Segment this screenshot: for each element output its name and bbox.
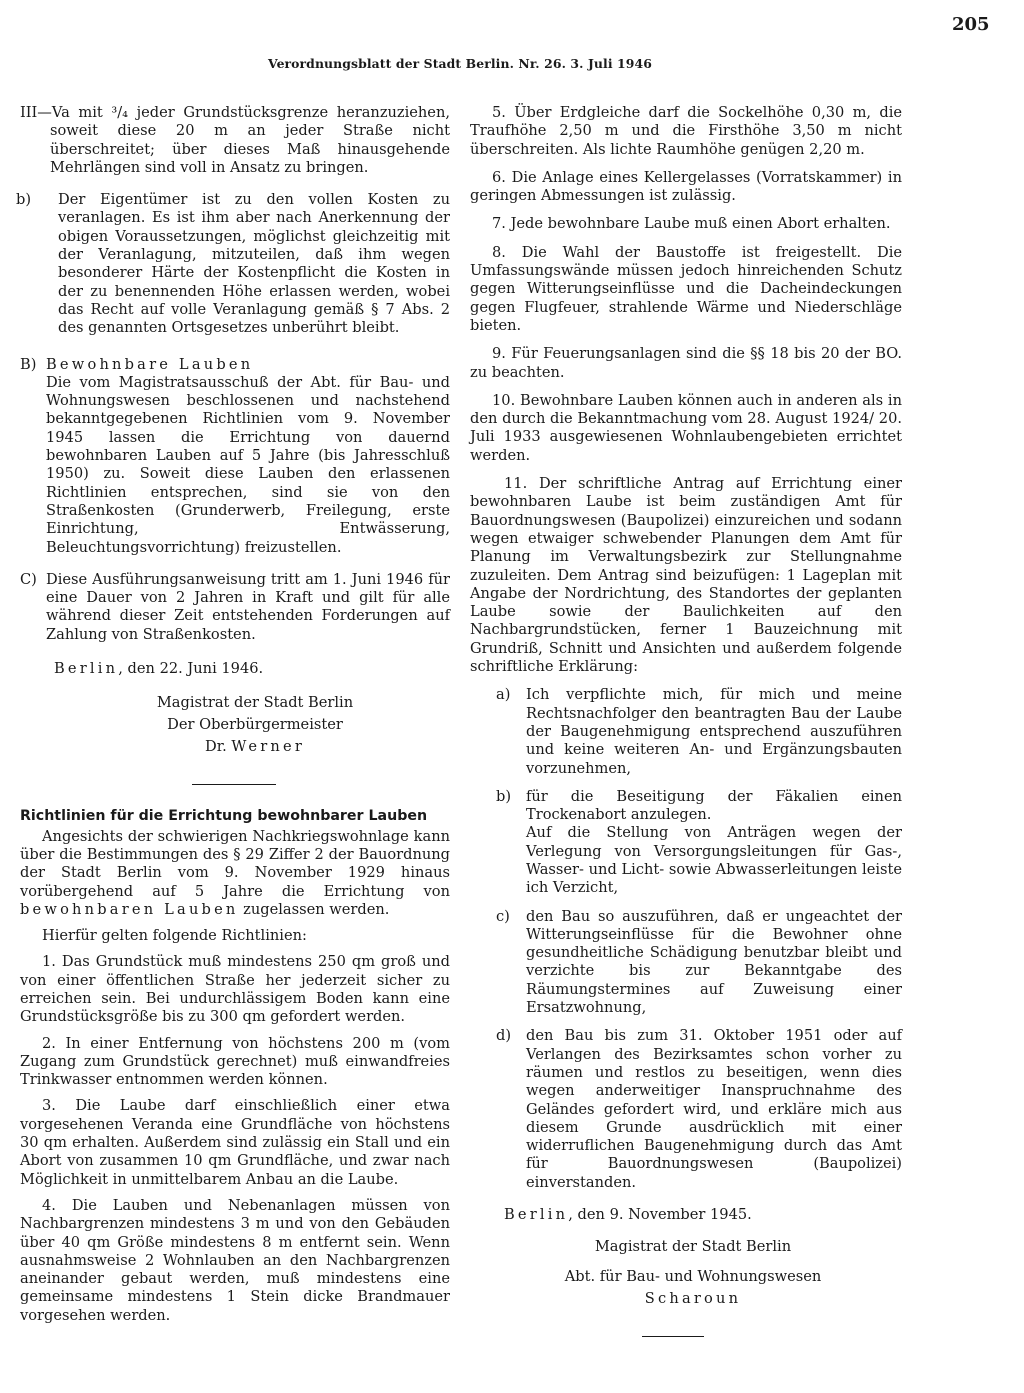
section-b-body (20, 374, 450, 557)
guideline-8: 8. Die Wahl der Baustoffe ist freigestellt. Die Umfassungswände müssen jedoch hinreichenden Schutz gegen Witterungseinflüsse und die Dacheindeckungen gegen Flugfeuer, strahlende Wärme und Niederschläge bieten. (470, 243, 902, 334)
declaration-text: Ich verpflichte mich, für mich und meine Rechtsnachfolger den beantragten Bau der Laube der Baugenehmigung entsprechend auszuführen und keine weiteren An- und Ergänzungsbauten vorzunehmen, (526, 686, 902, 777)
role: Der Oberbürgermeister (167, 716, 343, 734)
section-label: C) (20, 570, 37, 588)
paragraph-text: III—Va mit ³/₄ jeder Grundstücksgrenze heranzuziehen, soweit diese 20 m an jeder Straße nicht überschreitet; über dieses Maß hinausgehende Mehrlängen sind voll in Ansatz zu bringen. (20, 104, 450, 176)
intro-emphasis: bewohnbaren Lauben (20, 900, 239, 918)
section-heading: Bewohnbare Lauben (46, 355, 254, 373)
section-b-heading (20, 356, 450, 374)
guideline-2: 2. In einer Entfernung von höchstens 200 m (vom Zugang zum Grundstück gerechnet) muß einwandfreies Trinkwasser entnommen werden können. (20, 1034, 450, 1089)
guideline-5: 5. Über Erdgleiche darf die Sockelhöhe 0,30 m, die Traufhöhe 2,50 m und die Firsthöhe 3,50 m nicht überschreiten. Als lichte Raumhöhe genügen 2,20 m. (470, 104, 902, 158)
declaration-label: c) (496, 907, 510, 925)
divider (642, 1336, 704, 1337)
city: Berlin (504, 1206, 569, 1224)
city: Berlin (54, 660, 119, 678)
declaration-label: a) (496, 686, 511, 704)
paragraph-a-continuation (20, 104, 450, 177)
date: , den 22. Juni 1946. (118, 660, 264, 678)
authority: Magistrat der Stadt Berlin (594, 1238, 792, 1256)
guideline-1: 1. Das Grundstück muß mindestens 250 qm groß und von einer öffentlichen Straße her jederzeit sicher zu erreichen sein. Bei undurchlässigem Boden kann eine Grundstücksgröße bis zu 300 qm gefordert werden. (20, 953, 450, 1026)
left-column (16, 104, 450, 1325)
signature-date-1 (20, 660, 450, 678)
intro-paragraph (20, 828, 450, 919)
signatory: Scharoun (644, 1290, 742, 1308)
declaration-a (496, 686, 902, 777)
declaration-text: für die Beseitigung der Fäkalien einen Trockenabort anzulegen. (526, 787, 902, 824)
declaration-d (496, 1027, 902, 1192)
guideline-6: 6. Die Anlage eines Kellergelasses (Vorratskammer) in geringen Abmessungen ist zulässig. (470, 168, 902, 205)
guideline-4: 4. Die Lauben und Nebenanlagen müssen von Nachbargrenzen mindestens 3 m und von den Gebäuden über 40 qm Größe mindestens 8 m entfernt sein. Wenn ausnahmsweise 2 Wohnlauben an den Nachbargrenzen aneinander gebaut werden, muß mindestens eine gemeinsame mindestens 1 Stein dicke Brandmauer vorgesehen werden. (20, 1196, 450, 1324)
paragraph-text: Diese Ausführungsanweisung tritt am 1. Juni 1946 für eine Dauer von 2 Jahren in Kraft und gilt für alle während dieser Zeit entstehenden Forderungen auf Zahlung von Straßenkosten. (46, 570, 450, 643)
intro-2: Hierfür gelten folgende Richtlinien: (42, 927, 307, 945)
declaration-b (496, 788, 902, 898)
paragraph-text: Die vom Magistratsausschuß der Abt. für Bau- und Wohnungswesen beschlossenen und nachstehend bekanntgegebenen Richtlinien vom 9. November 1945 lassen die Errichtung von dauernd bewohnbaren Lauben auf 5 Jahre (bis Jahresschluß 1950) zu. Soweit diese Lauben den erlassenen Richtlinien entsprechen, sind sie von den Straßenkosten (Grunderwerb, Freilegung, erste Einrichtung, Entwässerung, Beleuchtungsvorrichtung) freizustellen. (46, 373, 450, 556)
declaration-label: d) (496, 1027, 512, 1045)
signature-block-2 (484, 1236, 902, 1310)
section-label: B) (20, 355, 37, 373)
date: , den 9. November 1945. (568, 1206, 752, 1224)
intro-text-end: zugelassen werden. (243, 900, 390, 918)
signature-block-1 (60, 692, 450, 758)
paragraph-b (16, 191, 450, 337)
intro-text: Angesichts der schwierigen Nachkriegswohnlage kann über die Bestimmungen des § 29 Ziffer 2 der Bauordnung der Stadt Berlin vom 9. November 1929 hinaus vorübergehend auf 5 Jahre die Errichtung von (20, 827, 450, 900)
richtlinien-title: Richtlinien für die Errichtung bewohnbarer Lauben (20, 808, 428, 825)
signature-date-2 (470, 1206, 902, 1224)
section-c (20, 571, 450, 644)
guideline-10: 10. Bewohnbare Lauben können auch in anderen als in den durch die Bekanntmachung vom 28. August 1924/ 20. Juli 1933 ausgewiesenen Wohnlaubengebieten errichtet werden. (470, 391, 902, 464)
guideline-9: 9. Für Feuerungsanlagen sind die §§ 18 bis 20 der BO. zu beachten. (470, 345, 902, 381)
divider (192, 784, 276, 785)
declaration-text: den Bau so auszuführen, daß er ungeachtet der Witterungseinflüsse für die Bewohner ohne gesundheitliche Schädigung benutzbar bleibt und verzichte bis zur Bekanntgabe des Räumungstermines auf Zuweisung einer Ersatzwohnung, (526, 907, 902, 1017)
declaration-text-2: Auf die Stellung von Anträgen wegen der Verlegung von Versorgungsleitungen für Gas-, Wasser- und Licht- sowie Abwasserleitungen leiste ich Verzicht, (526, 824, 902, 897)
paragraph-text: Der Eigentümer ist zu den vollen Kosten zu veranlagen. Es ist ihm aber nach Anerkennung der obigen Voraussetzungen, möglichst gleichzeitig mit der Veranlagung, mitzuteilen, daß ihm wegen besonderer Härte der Kostenpflicht die Kosten in der zu benennenden Höhe erlassen werden, wobei das Recht auf volle Veranlagung gemäß § 7 Abs. 2 des genannten Ortsgesetzes unberührt bleibt. (58, 191, 450, 337)
guideline-3: 3. Die Laube darf einschließlich einer etwa vorgesehenen Veranda eine Grundfläche von höchstens 30 qm erhalten. Außerdem sind zulässig ein Stall und ein Abort von zusammen 10 qm Grundfläche, und zwar nach Möglichkeit in unmittelbarem Anbau an die Laube. (20, 1097, 450, 1188)
title-prefix: Dr. (205, 738, 227, 756)
guideline-11: 11. Der schriftliche Antrag auf Errichtung einer bewohnbaren Laube ist beim zuständigen Amt für Bauordnungswesen (Baupolizei) einzureichen und sodann wegen etwaiger schwebender Planungen dem Amt für Planung im Verwaltungsbezirk zur Stellungnahme zuzuleiten. Dem Antrag sind beizufügen: 1 Lageplan mit Angabe der Nordrichtung, des Standortes der geplanten Laube sowie der Baulichkeiten auf den Nachbargrundstücken, ferner 1 Bauzeichnung mit Grundriß, Schnitt und Ansichten und außerdem folgende schriftliche Erklärung: (470, 475, 902, 676)
declaration-text: den Bau bis zum 31. Oktober 1951 oder auf Verlangen des Bezirksamtes schon vorher zu räumen und restlos zu beseitigen, wenn dies wegen anderweitiger Inanspruchnahme des Geländes gefordert wird, und erkläre mich aus diesem Grunde ausdrücklich mit einer widerruflichen Baugenehmigung durch das Amt für Bauordnungswesen (Baupolizei) einverstanden. (526, 1027, 902, 1191)
right-column (470, 104, 902, 1337)
declaration-label: b) (496, 787, 512, 805)
page-number: 205 (952, 14, 990, 35)
paragraph-label: b) (16, 191, 32, 209)
guideline-7: 7. Jede bewohnbare Laube muß einen Abort erhalten. (492, 215, 891, 233)
signatory: Werner (231, 738, 305, 756)
declaration-c (496, 908, 902, 1018)
running-header: Verordnungsblatt der Stadt Berlin. Nr. 26. 3. Juli 1946 (268, 56, 652, 71)
department: Abt. für Bau- und Wohnungswesen (564, 1268, 822, 1286)
authority: Magistrat der Stadt Berlin (156, 694, 354, 712)
